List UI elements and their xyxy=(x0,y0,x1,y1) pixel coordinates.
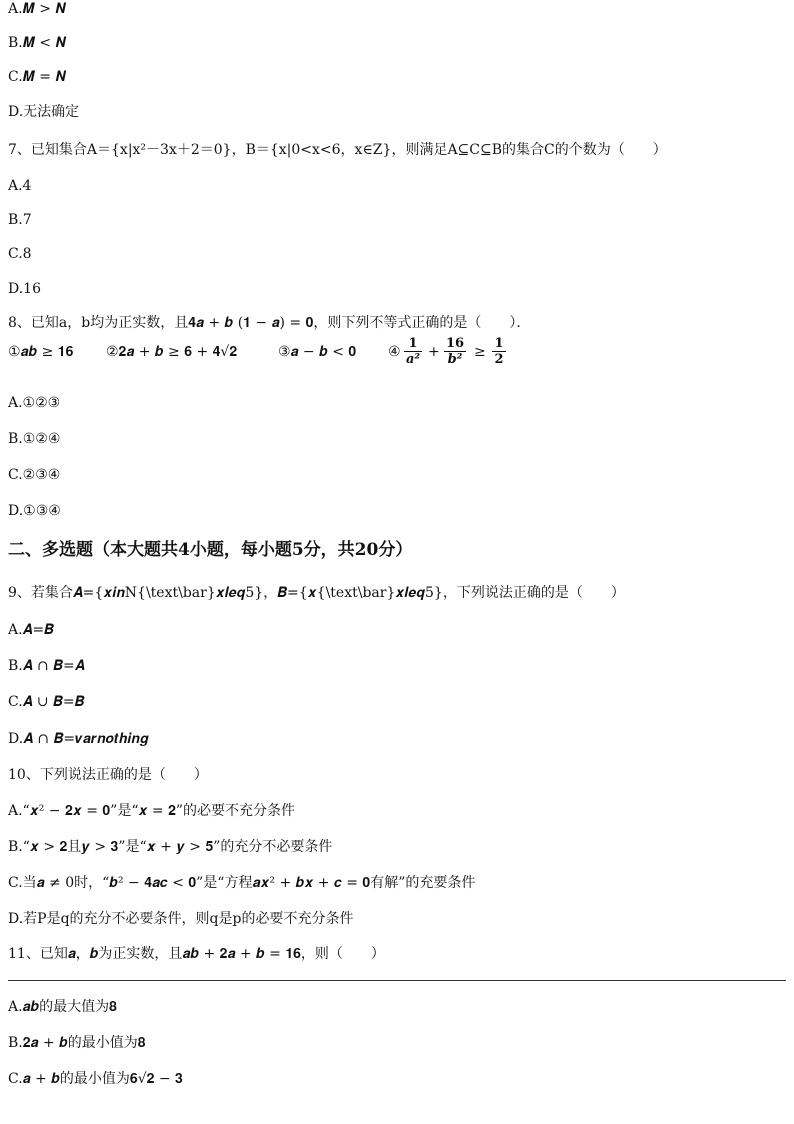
q7-option-a: A.4 xyxy=(8,178,32,194)
q9-option-d: D.𝑨 ∩ 𝑩=𝒗𝒂𝒓𝒏𝒐𝒕𝒉𝒊𝒏𝒈 xyxy=(8,731,149,747)
q6-option-a: A.𝑴 > 𝑵 xyxy=(8,1,66,17)
q7-option-c: C.8 xyxy=(8,246,32,262)
q11-option-c: C.𝒂 + 𝒃的最小值为𝟔√𝟐 − 𝟑 xyxy=(8,1071,183,1087)
page-divider xyxy=(8,980,786,981)
q8-ge-sign: ≥ xyxy=(474,344,486,360)
q9-stem: 9、若集合𝑨={𝒙𝒊𝒏N{\text\bar}𝒙𝒍𝒆𝒒5}，𝑩={𝒙{\text\bar}𝒙𝒍𝒆𝒒5}，下列说法正确的是（ ） xyxy=(8,585,625,601)
section-2-title: 二、多选题（本大题共4小题，每小题5分，共20分） xyxy=(8,540,413,560)
q8-fraction-3-num: 1 xyxy=(494,336,504,351)
q8-fraction-1-num: 1 xyxy=(408,336,418,351)
q10-option-b: B.“𝒙 > 𝟐且𝒚 > 𝟑”是“𝒙 + 𝒚 > 𝟓”的充分不必要条件 xyxy=(8,839,333,855)
q6-option-d: D.无法确定 xyxy=(8,104,80,120)
q11-option-b: B.𝟐𝒂 + 𝒃的最小值为𝟖 xyxy=(8,1035,146,1051)
q10-option-c: C.当𝒂 ≠ 0时，“𝒃² − 𝟒𝒂𝒄 < 𝟎”是“方程𝒂𝒙² + 𝒃𝒙 + 𝒄 = 𝟎有解”的充要条件 xyxy=(8,875,476,891)
q8-fraction-1 xyxy=(404,336,422,367)
q8-statement-3: ③𝒂 − 𝒃 < 𝟎 xyxy=(278,344,357,360)
q8-statements xyxy=(8,336,528,370)
q8-option-a: A.①②③ xyxy=(8,395,61,411)
q10-option-a: A.“𝒙² − 𝟐𝒙 = 𝟎”是“𝒙 = 𝟐”的必要不充分条件 xyxy=(8,803,296,819)
q9-option-b: B.𝑨 ∩ 𝑩=𝑨 xyxy=(8,658,85,674)
q9-option-a: A.𝑨=𝑩 xyxy=(8,622,54,638)
q10-option-d: D.若P是q的充分不必要条件，则q是p的必要不充分条件 xyxy=(8,911,354,927)
q9-option-c: C.𝑨 ∪ 𝑩=𝑩 xyxy=(8,694,85,710)
q8-fraction-1-den: a² xyxy=(405,352,421,367)
q8-plus-sign: + xyxy=(428,344,440,360)
q8-statement-4-prefix: ④ xyxy=(388,344,401,360)
q8-fraction-3-den: 2 xyxy=(494,352,504,367)
q8-option-d: D.①③④ xyxy=(8,503,61,519)
q7-stem: 7、已知集合A＝{x|x²－3x＋2＝0}，B＝{x|0<x<6，x∈Z}，则满足A⊆C⊆B的集合C的个数为（ ） xyxy=(8,142,667,158)
q8-fraction-2-den: b² xyxy=(447,352,463,367)
q8-option-b: B.①②④ xyxy=(8,431,61,447)
q8-option-c: C.②③④ xyxy=(8,467,61,483)
q8-statement-2: ②𝟐𝒂 + 𝒃 ≥ 𝟔 + 𝟒√𝟐 xyxy=(106,344,238,360)
q7-option-d: D.16 xyxy=(8,281,41,297)
q10-stem: 10、下列说法正确的是（ ） xyxy=(8,767,208,783)
q7-option-b: B.7 xyxy=(8,212,32,228)
q11-stem: 11、已知𝒂，𝒃为正实数，且𝒂𝒃 + 𝟐𝒂 + 𝒃 = 𝟏𝟔，则（ ） xyxy=(8,946,385,962)
q8-statement-1: ①𝒂𝒃 ≥ 𝟏𝟔 xyxy=(8,344,74,360)
q8-fraction-2-num: 16 xyxy=(445,336,465,351)
q8-fraction-2 xyxy=(444,336,466,367)
q6-option-b: B.𝑴 < 𝑵 xyxy=(8,35,67,51)
q8-stem: 8、已知a，b均为正实数，且𝟒𝒂 + 𝒃 (𝟏 − 𝒂) = 𝟎，则下列不等式正确的是（ ）． xyxy=(8,315,531,331)
q8-fraction-3 xyxy=(492,336,506,367)
q11-option-a: A.𝒂𝒃的最大值为𝟖 xyxy=(8,999,117,1015)
q6-option-c: C.𝑴 = 𝑵 xyxy=(8,69,67,85)
